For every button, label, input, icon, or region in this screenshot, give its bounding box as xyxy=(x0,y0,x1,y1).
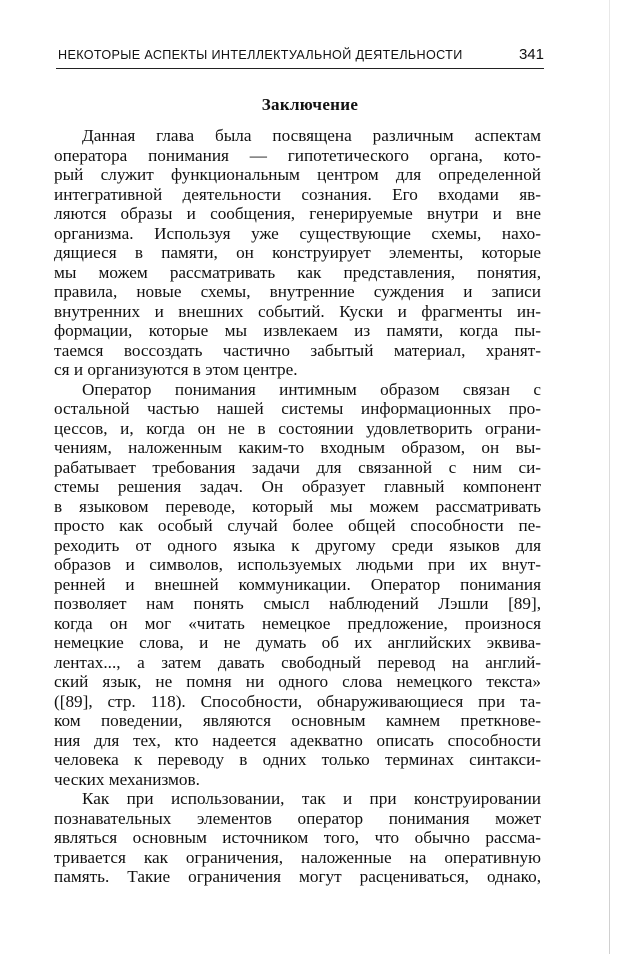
text-line: в языковом переводе, который мы можем рассматривать xyxy=(54,496,541,516)
text-line: мы можем рассматривать как представления, понятия, xyxy=(54,262,541,282)
text-line: ком поведении, являются основным камнем преткнове- xyxy=(54,711,541,730)
page-edge-shadow xyxy=(609,0,610,954)
text-line: правила, новые схемы, внутренние суждения и записи xyxy=(54,282,541,301)
text-line: познавательных элементов оператор понимания может xyxy=(54,808,541,828)
section-title: Заключение xyxy=(261,95,359,114)
text-line: таемся воссоздать частично забытый материал, хранят- xyxy=(54,340,541,360)
text-line: ский язык, не помня ни одного слова немецкого текста» xyxy=(54,672,541,691)
text-line: человека к переводу в одних только терминах синтакси- xyxy=(54,750,541,769)
text-line: цессов, и, когда он не в состоянии удовлетворить ограни- xyxy=(54,418,541,438)
text-line: ческих механизмов. xyxy=(54,769,200,789)
text-line: оператора понимания — гипотетического органа, кото- xyxy=(54,145,541,165)
text-line: внутренних и внешних событий. Куски и фрагменты ин- xyxy=(54,301,541,321)
paragraph xyxy=(54,789,541,887)
text-line: просто как особый случай более общей способности пе- xyxy=(54,516,541,535)
text-line: Как при использовании, так и при конструировании xyxy=(82,789,541,808)
text-line: рабатывает требования задачи для связанной с ним си- xyxy=(54,457,541,477)
text-line: ния для тех, кто надеется адекватно описать способности xyxy=(54,730,541,750)
paragraph xyxy=(54,126,541,380)
text-line: стемы решения задач. Он образует главный компонент xyxy=(54,477,541,496)
running-title: НЕКОТОРЫЕ АСПЕКТЫ ИНТЕЛЛЕКТУАЛЬНОЙ ДЕЯТЕЛЬНОСТИ xyxy=(58,48,463,62)
running-header xyxy=(58,46,544,63)
text-line: реходить от одного языка к другому среди языков для xyxy=(54,535,541,555)
text-line: тривается как ограничения, наложенные на оперативную xyxy=(54,847,541,867)
body-text xyxy=(54,126,541,887)
text-line: немецкие слова, и не думать об их английских эквива- xyxy=(54,633,541,652)
text-line: рый служит функциональным центром для определенной xyxy=(54,165,541,184)
text-line: формации, которые мы извлекаем из памяти, когда пы- xyxy=(54,321,541,340)
text-line: лентах..., а затем давать свободный перевод на англий- xyxy=(54,652,541,672)
text-line: Данная глава была посвящена различным аспектам xyxy=(82,126,541,145)
page-number: 341 xyxy=(518,46,544,63)
text-line: ([89], стр. 118). Способности, обнаруживающиеся при та- xyxy=(54,691,541,711)
text-line: ренней и внешней коммуникации. Оператор понимания xyxy=(54,574,541,594)
paragraph xyxy=(54,380,541,790)
text-line: ся и организуются в этом центре. xyxy=(54,360,298,379)
text-line: чениям, наложенным каким-то входным образом, он вы- xyxy=(54,438,541,457)
text-line: позволяет нам понять смысл наблюдений Лэшли [89], xyxy=(54,594,541,613)
text-line: интегративной деятельности сознания. Его входами яв- xyxy=(54,184,541,204)
text-line: организма. Используя уже существующие схемы, нахо- xyxy=(54,223,541,243)
text-line: память. Такие ограничения могут расцениваться, однако, xyxy=(54,867,541,886)
text-line: ляются образы и сообщения, генерируемые внутри и вне xyxy=(54,204,541,223)
text-line: дящиеся в памяти, он конструирует элементы, которые xyxy=(54,243,541,262)
text-line: Оператор понимания интимным образом связан с xyxy=(82,379,541,399)
header-rule xyxy=(56,68,544,69)
text-line: остальной частью нашей системы информационных про- xyxy=(54,399,541,418)
text-line: являться основным источником того, что обычно рассма- xyxy=(54,828,541,847)
text-line: когда он мог «читать немецкое предложение, произнося xyxy=(54,613,541,633)
text-line: образов и символов, используемых людьми при их внут- xyxy=(54,555,541,574)
